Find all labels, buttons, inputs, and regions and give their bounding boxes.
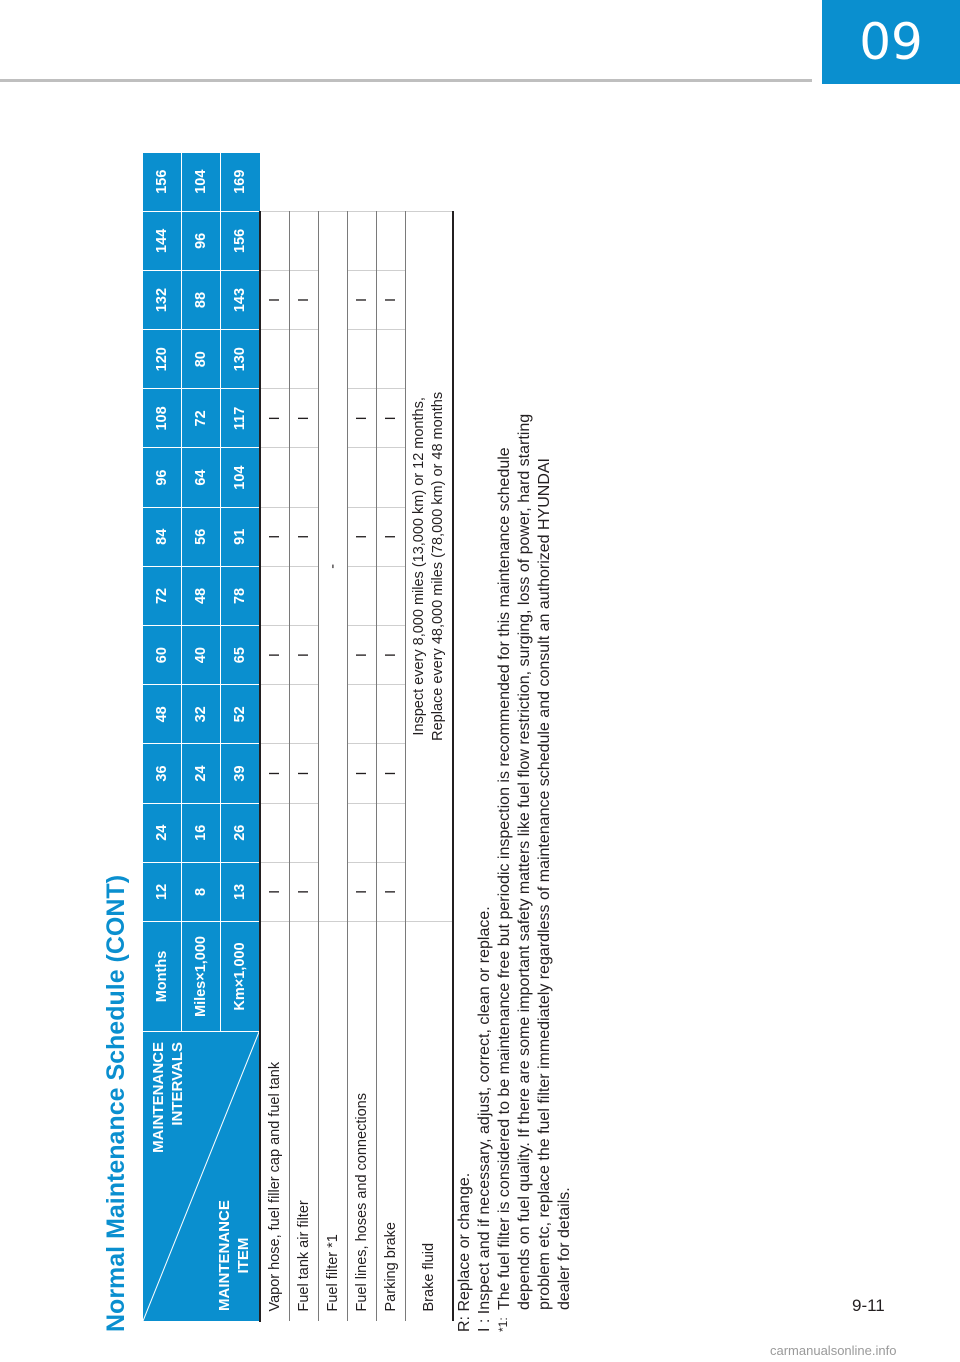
- header-value: 130: [221, 330, 261, 389]
- schedule-mark: I: [377, 389, 406, 448]
- maintenance-table: [142, 152, 454, 1322]
- schedule-mark: [377, 448, 406, 507]
- header-value: 56: [182, 507, 221, 566]
- schedule-mark: [348, 211, 377, 270]
- header-value: 60: [143, 626, 182, 685]
- schedule-mark: [290, 448, 319, 507]
- header-value: 52: [221, 685, 261, 744]
- header-value: 78: [221, 566, 261, 625]
- header-value: 16: [182, 803, 221, 862]
- header-item-label: MAINTENANCE ITEM: [216, 1200, 252, 1311]
- schedule-mark: [290, 685, 319, 744]
- schedule-mark: I: [260, 507, 290, 566]
- header-value: 72: [143, 566, 182, 625]
- schedule-mark: I: [260, 389, 290, 448]
- item-name: Fuel lines, hoses and connections: [348, 922, 377, 1322]
- table-row: [406, 152, 454, 1321]
- header-intervals-label: MAINTENANCE INTERVALS: [150, 1042, 186, 1153]
- footnote-marker: *1:: [496, 1317, 510, 1332]
- header-value: 13: [221, 862, 261, 921]
- header-value: 88: [182, 270, 221, 329]
- header-value: 84: [143, 507, 182, 566]
- schedule-mark: I: [290, 270, 319, 329]
- header-unit-miles: Miles×1,000: [182, 922, 221, 1032]
- header-value: 12: [143, 862, 182, 921]
- table-row: [319, 152, 348, 1321]
- schedule-mark: I: [260, 862, 290, 921]
- header-value: 144: [143, 211, 182, 270]
- schedule-mark: [260, 330, 290, 389]
- span-note-line: Replace every 48,000 miles (78,000 km) or 48 months: [430, 391, 446, 741]
- header-value: 91: [221, 507, 261, 566]
- header-value: 48: [182, 566, 221, 625]
- header-value: 8: [182, 862, 221, 921]
- header-value: 24: [143, 803, 182, 862]
- header-value: 39: [221, 744, 261, 803]
- table-row: [348, 152, 377, 1321]
- schedule-mark: [348, 803, 377, 862]
- header-value: 48: [143, 685, 182, 744]
- schedule-mark: I: [377, 507, 406, 566]
- header-value: 104: [221, 448, 261, 507]
- schedule-mark: I: [260, 626, 290, 685]
- schedule-mark: I: [348, 862, 377, 921]
- item-name: Vapor hose, fuel filler cap and fuel tank: [260, 922, 290, 1322]
- header-value: 80: [182, 330, 221, 389]
- header-value: 26: [221, 803, 261, 862]
- schedule-mark: [348, 566, 377, 625]
- schedule-mark: I: [377, 862, 406, 921]
- header-value: 104: [182, 152, 221, 211]
- header-rule: [0, 79, 812, 82]
- schedule-mark: [260, 211, 290, 270]
- rotated-content: [100, 152, 573, 1332]
- header-value: 117: [221, 389, 261, 448]
- span-note: [406, 211, 454, 921]
- table-row: [377, 152, 406, 1321]
- header-corner-cell: [143, 1032, 261, 1322]
- item-name: Fuel filter *1: [319, 922, 348, 1322]
- header-unit-months: Months: [143, 922, 182, 1032]
- header-value: 156: [143, 152, 182, 211]
- table-row: [290, 152, 319, 1321]
- header-value: 96: [143, 448, 182, 507]
- notes: [455, 152, 575, 1332]
- footnote-text: The fuel filter is considered to be maintenance free but periodic inspection is recommended for this maintenance schedule depends on fuel quality. If there are some important safety matters like fuel flow restriction, surging, loss of power, hard starting problem etc, replace the fuel filter immediately regardless of maintenance schedule and consult an authorized HYUNDAI dealer for details.: [496, 413, 573, 1310]
- schedule-mark: I: [348, 389, 377, 448]
- header-unit-km: Km×1,000: [221, 922, 261, 1032]
- schedule-mark: I: [290, 626, 319, 685]
- header-value: 143: [221, 270, 261, 329]
- table-row: [260, 152, 290, 1321]
- item-name: Parking brake: [377, 922, 406, 1322]
- schedule-mark: [260, 685, 290, 744]
- header-value: 65: [221, 626, 261, 685]
- schedule-mark: I: [348, 507, 377, 566]
- schedule-mark: I: [377, 626, 406, 685]
- schedule-mark: [348, 330, 377, 389]
- header-value: 169: [221, 152, 261, 211]
- header-value: 156: [221, 211, 261, 270]
- schedule-mark: I: [260, 744, 290, 803]
- schedule-mark: [260, 803, 290, 862]
- header-value: 40: [182, 626, 221, 685]
- header-value: 96: [182, 211, 221, 270]
- span-note: -: [319, 211, 348, 921]
- watermark: carmanualsonline.info: [770, 1343, 897, 1358]
- schedule-mark: I: [348, 626, 377, 685]
- header-value: 64: [182, 448, 221, 507]
- schedule-mark: I: [290, 862, 319, 921]
- schedule-mark: [377, 566, 406, 625]
- header-value: 72: [182, 389, 221, 448]
- schedule-mark: I: [348, 270, 377, 329]
- schedule-mark: [377, 803, 406, 862]
- schedule-mark: [260, 448, 290, 507]
- schedule-mark: I: [290, 389, 319, 448]
- header-value: 32: [182, 685, 221, 744]
- schedule-mark: I: [377, 744, 406, 803]
- footnote: [495, 152, 575, 1332]
- section-title: Normal Maintenance Schedule (CONT): [102, 874, 130, 1332]
- header-value: 24: [182, 744, 221, 803]
- schedule-mark: I: [290, 507, 319, 566]
- schedule-mark: I: [260, 270, 290, 329]
- schedule-mark: I: [377, 270, 406, 329]
- chapter-tab: 09: [822, 0, 960, 84]
- schedule-mark: [377, 211, 406, 270]
- schedule-mark: I: [290, 744, 319, 803]
- schedule-mark: [290, 566, 319, 625]
- header-value: 120: [143, 330, 182, 389]
- schedule-mark: [260, 566, 290, 625]
- schedule-mark: [348, 448, 377, 507]
- note-replace: R: Replace or change.: [456, 1172, 473, 1332]
- schedule-mark: [290, 803, 319, 862]
- page-number: 9-11: [852, 1296, 885, 1315]
- item-name: Fuel tank air filter: [290, 922, 319, 1322]
- item-name: Brake fluid: [406, 922, 454, 1322]
- note-inspect: I : Inspect and if necessary, adjust, correct, clean or replace.: [476, 906, 493, 1332]
- schedule-mark: [290, 211, 319, 270]
- schedule-mark: [377, 685, 406, 744]
- span-note-line: Inspect every 8,000 miles (13,000 km) or 12 months,: [411, 397, 427, 736]
- schedule-mark: [348, 685, 377, 744]
- schedule-mark: I: [348, 744, 377, 803]
- schedule-mark: [377, 330, 406, 389]
- schedule-mark: [290, 330, 319, 389]
- header-value: 36: [143, 744, 182, 803]
- header-value: 108: [143, 389, 182, 448]
- header-value: 132: [143, 270, 182, 329]
